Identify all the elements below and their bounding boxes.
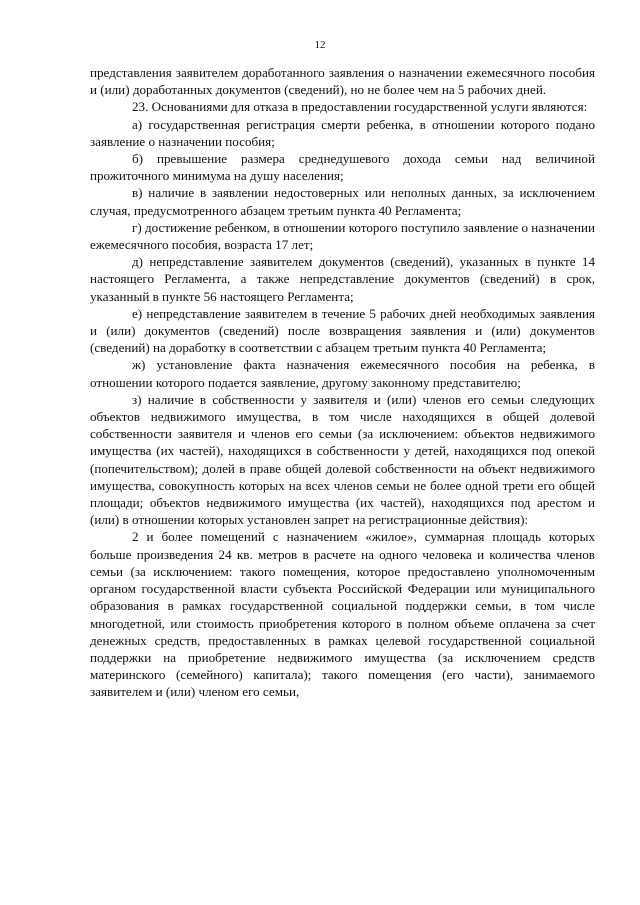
paragraph-item-z: з) наличие в собственности у заявителя и (или) членов его семьи следующих объектов недвижимого имущества, в том числе находящихся в общей долевой собственности заявителя и членов его семьи (за исключением: объектов недвижимого имущества (их частей), находящихся в собственности у детей, находящихся под опекой (попечительством); долей в праве общей долевой собственности на объект недвижимого имущества, совокупность которых на всех членов семьи не более одной трети его общей площади; объектов недвижимого имущества (их частей), находящихся под арестом и (или) в отношении которых установлен запрет на регистрационные действия): [90, 391, 595, 528]
paragraph-item-b: б) превышение размера среднедушевого дохода семьи над величиной прожиточного минимума на душу населения; [90, 151, 595, 184]
document-body [90, 64, 595, 701]
paragraph-item-zh: ж) установление факта назначения ежемесячного пособия на ребенка, в отношении которого подается заявление, другому законному представителю; [90, 357, 595, 390]
paragraph-item-e: е) непредставление заявителем в течение 5 рабочих дней необходимых заявления и (или) документов (сведений) после возвращения заявления и (или) документов (сведений) на доработку в соответствии с абзацем третьим пункта 40 Регламента; [90, 305, 595, 356]
paragraph-item-a: а) государственная регистрация смерти ребенка, в отношении которого подано заявление о назначении пособия; [90, 116, 595, 149]
paragraph-continuation: представления заявителем доработанного заявления о назначении ежемесячного пособия и (или) доработанных документов (сведений), но не более чем на 5 рабочих дней. [90, 65, 595, 98]
paragraph-two-or-more-premises: 2 и более помещений с назначением «жилое», суммарная площадь которых больше произведения 24 кв. метров в расчете на одного человека и количества членов семьи (за исключением: такого помещения, которое предоставлено уполномоченным органом государственной власти субъекта Российской Федерации или муниципального образования в рамках государственной социальной поддержки семьи, в том числе многодетной, или стоимость приобретения которого в полном объеме оплачена за счет денежных средств, предоставленных в рамках целевой государственной социальной поддержки на приобретение недвижимого имущества (за исключением средств материнского (семейного) капитала); такого помещения (его части), занимаемого заявителем и (или) членом его семьи, [90, 529, 595, 700]
paragraph-item-v: в) наличие в заявлении недостоверных или неполных данных, за исключением случая, предусмотренного абзацем третьим пункта 40 Регламента; [90, 185, 595, 218]
paragraph-item-g: г) достижение ребенком, в отношении которого поступило заявление о назначении ежемесячного пособия, возраста 17 лет; [90, 219, 595, 253]
page-number: 12 [314, 39, 326, 51]
paragraph-clause-23: 23. Основаниями для отказа в предоставлении государственной услуги являются: [132, 99, 588, 115]
paragraph-item-d: д) непредставление заявителем документов (сведений), указанных в пункте 14 настоящего Регламента, а также непредставление документов (сведений) в срок, указанный в пункте 56 настоящего Регламента; [90, 254, 595, 304]
